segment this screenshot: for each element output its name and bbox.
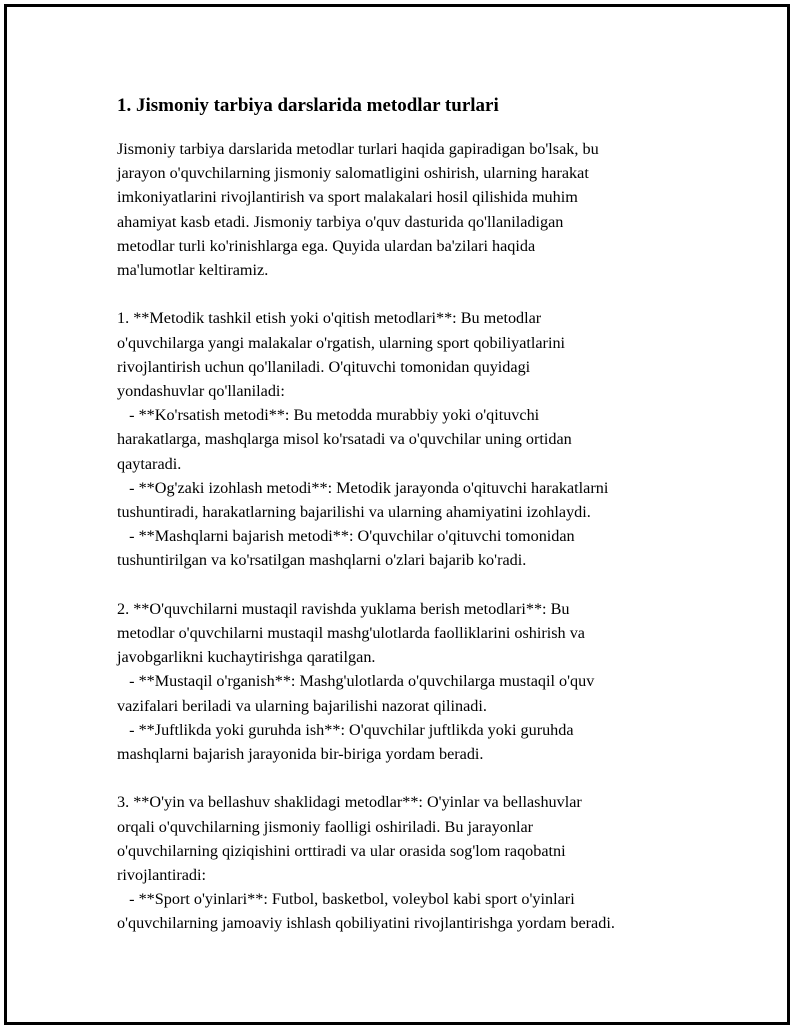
section-1-line: - **Mashqlarni bajarish metodi**: O'quvchilar o'qituvchi tomonidan — [117, 527, 575, 546]
section-1-line: - **Og'zaki izohlash metodi**: Metodik jarayonda o'qituvchi harakatlarni — [117, 478, 609, 497]
paragraph-gap — [117, 766, 697, 790]
section-3-line: o'quvchilarning jamoaviy ishlash qobiliyatini rivojlantirishga yordam beradi. — [117, 914, 615, 933]
section-1 — [117, 306, 697, 572]
section-2-line: metodlar o'quvchilarni mustaqil mashg'ulotlarda faolliklarini oshirish va — [117, 624, 585, 643]
paragraph-gap — [117, 282, 697, 306]
intro-line: ahamiyat kasb etadi. Jismoniy tarbiya o'quv dasturida qo'llaniladigan — [117, 212, 564, 231]
section-2-line: - **Mustaqil o'rganish**: Mashg'ulotlarda o'quvchilarga mustaqil o'quv — [117, 672, 595, 691]
section-3 — [117, 790, 697, 935]
intro-line: ma'lumotlar keltiramiz. — [117, 261, 269, 280]
section-1-line: 1. **Metodik tashkil etish yoki o'qitish metodlari**: Bu metodlar — [117, 309, 542, 328]
document-title: 1. Jismoniy tarbiya darslarida metodlar turlari — [117, 95, 499, 116]
paragraph-gap — [117, 573, 697, 597]
intro-line: metodlar turli ko'rinishlarga ega. Quyida ulardan ba'zilari haqida — [117, 236, 536, 255]
section-3-line: - **Sport o'yinlari**: Futbol, basketbol, voleybol kabi sport o'yinlari — [117, 890, 575, 909]
section-2 — [117, 597, 697, 766]
section-1-line: tushuntirilgan va ko'rsatilgan mashqlarni o'zlari bajarib ko'radi. — [117, 551, 527, 570]
section-3-line: 3. **O'yin va bellashuv shaklidagi metodlar**: O'yinlar va bellashuvlar — [117, 793, 582, 812]
section-1-line: qaytaradi. — [117, 454, 182, 473]
section-3-line: orqali o'quvchilarning jismoniy faolligi oshiriladi. Bu jarayonlar — [117, 817, 534, 836]
intro-line: jarayon o'quvchilarning jismoniy salomatligini oshirish, ularning harakat — [117, 164, 589, 183]
intro-line: imkoniyatlarini rivojlantirish va sport malakalari hosil qilishida muhim — [117, 188, 578, 207]
section-1-line: yondashuvlar qo'llaniladi: — [117, 382, 285, 401]
section-2-line: mashqlarni bajarish jarayonida bir-biriga yordam beradi. — [117, 745, 484, 764]
section-2-line: javobgarlikni kuchaytirishga qaratilgan. — [117, 648, 376, 667]
section-1-line: rivojlantirish uchun qo'llaniladi. O'qituvchi tomonidan quyidagi — [117, 357, 531, 376]
section-1-line: harakatlarga, mashqlarga misol ko'rsatadi va o'quvchilar uning ortidan — [117, 430, 572, 449]
intro-paragraph — [117, 137, 697, 282]
section-1-line: o'quvchilarga yangi malakalar o'rgatish, ularning sport qobiliyatlarini — [117, 333, 566, 352]
section-2-line: - **Juftlikda yoki guruhda ish**: O'quvchilar juftlikda yoki guruhda — [117, 720, 574, 739]
document-body — [117, 93, 697, 936]
section-2-line: vazifalari beriladi va ularning bajarilishi nazorat qilinadi. — [117, 696, 487, 715]
section-1-line: tushuntiradi, harakatlarning bajarilishi va ularning ahamiyatini izohlaydi. — [117, 503, 591, 522]
section-3-line: o'quvchilarning qiziqishini orttiradi va ular orasida sog'lom raqobatni — [117, 841, 566, 860]
section-1-line: - **Ko'rsatish metodi**: Bu metodda murabbiy yoki o'qituvchi — [117, 406, 540, 425]
intro-line: Jismoniy tarbiya darslarida metodlar turlari haqida gapiradigan bo'lsak, bu — [117, 140, 599, 158]
section-3-line: rivojlantiradi: — [117, 866, 207, 885]
section-2-line: 2. **O'quvchilarni mustaqil ravishda yuklama berish metodlari**: Bu — [117, 599, 570, 618]
